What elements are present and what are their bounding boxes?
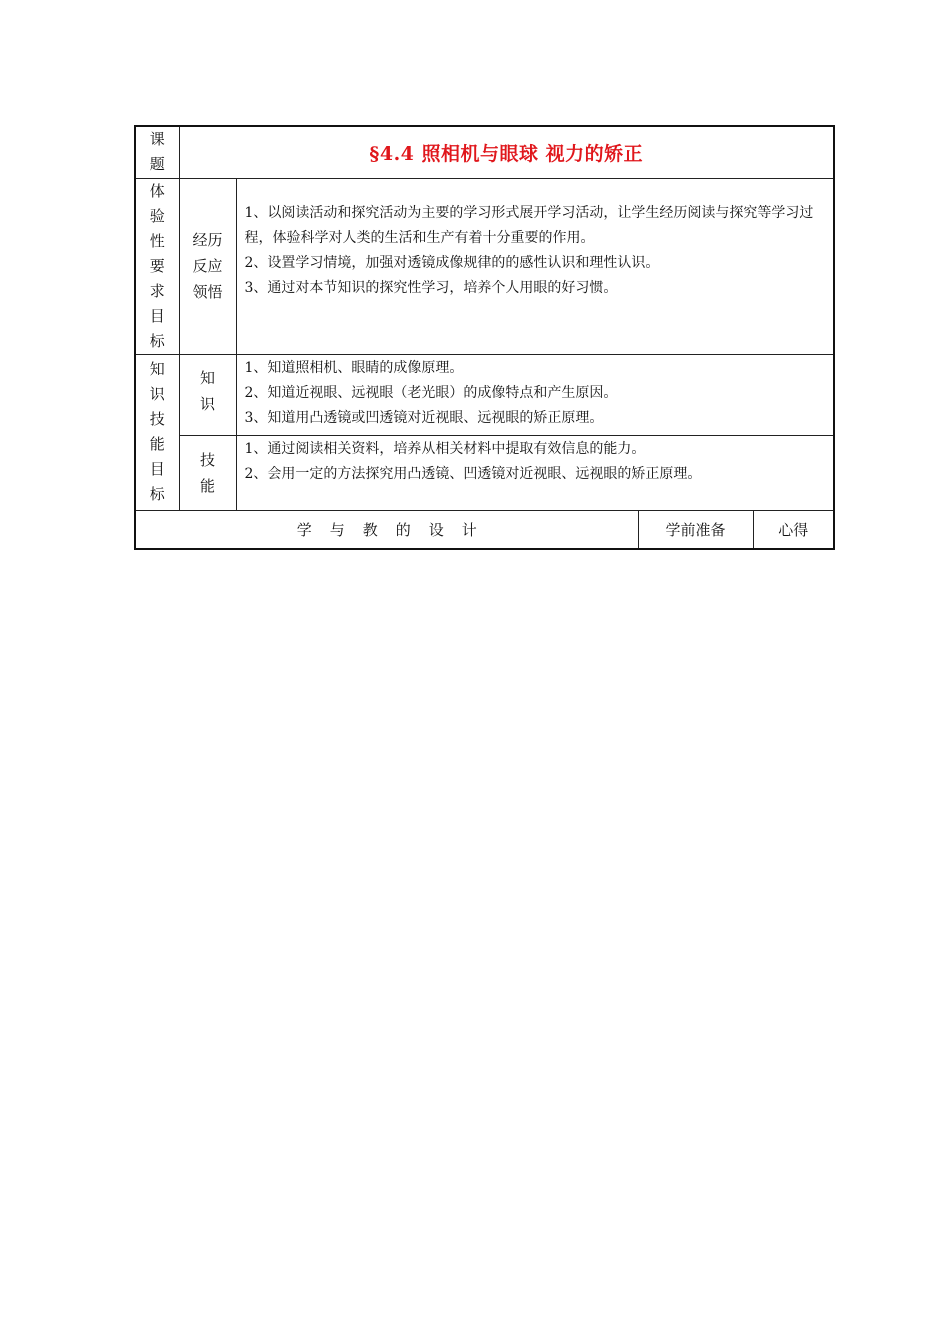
skill-content	[236, 435, 834, 510]
design-heading: 学与教的设计	[135, 510, 638, 549]
notes-heading: 心得	[753, 510, 834, 549]
list-item: 1、知道照相机、眼睛的成像原理。	[244, 359, 464, 376]
knowledge-sub-label: 知 识	[179, 354, 236, 435]
experience-goals-row	[135, 178, 834, 354]
list-item: 2、会用一定的方法探究用凸透镜、凹透镜对近视眼、远视眼的矫正原理。	[244, 465, 702, 482]
lesson-plan-table	[134, 125, 835, 550]
topic-row	[135, 126, 834, 178]
topic-label: 课 题	[135, 126, 179, 178]
knowledge-content	[236, 354, 834, 435]
prep-heading: 学前准备	[638, 510, 753, 549]
list-item: 3、知道用凸透镜或凹透镜对近视眼、远视眼的矫正原理。	[244, 409, 604, 426]
experience-sub-label: 经历 反应 领悟	[179, 178, 236, 354]
knowledge-row	[135, 354, 834, 435]
list-item: 1、以阅读活动和探究活动为主要的学习形式展开学习活动，让学生经历阅读与探究等学习过程，体验科学对人类的生活和生产有着十分重要的作用。	[244, 205, 814, 246]
list-item: 2、设置学习情境，加强对透镜成像规律的的感性认识和理性认识。	[244, 255, 660, 271]
experience-goals-content	[236, 178, 834, 354]
lesson-title: §4.4 照相机与眼球 视力的矫正	[179, 126, 834, 178]
list-item: 3、通过对本节知识的探究性学习，培养个人用眼的好习惯。	[244, 280, 618, 296]
skill-sub-label: 技 能	[179, 435, 236, 510]
experience-goals-category: 体 验 性 要 求 目 标	[135, 178, 179, 354]
list-item: 1、通过阅读相关资料，培养从相关材料中提取有效信息的能力。	[244, 440, 646, 457]
skill-row	[135, 435, 834, 510]
design-header-row	[135, 510, 834, 549]
knowledge-skill-category: 知 识 技 能 目 标	[135, 354, 179, 510]
list-item: 2、知道近视眼、远视眼（老光眼）的成像特点和产生原因。	[244, 384, 618, 401]
